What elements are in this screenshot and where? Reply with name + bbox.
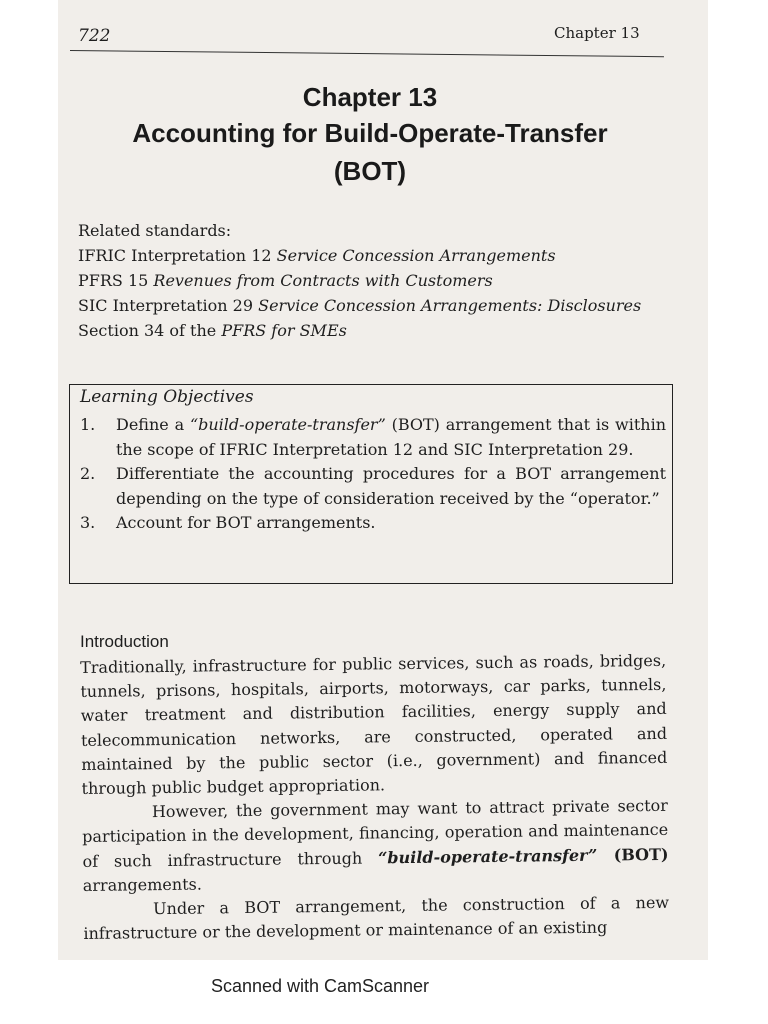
standard-item: PFRS 15 Revenues from Contracts with Customers — [78, 271, 493, 290]
objective-text: Differentiate the accounting procedures for a BOT arrangement depending on the type of consideration received by the “operator.” — [116, 464, 666, 508]
objective-item — [80, 462, 666, 511]
objective-text: Account for BOT arrangements. — [116, 513, 376, 532]
objective-item — [80, 413, 666, 462]
chapter-title-line: Accounting for Build-Operate-Transfer — [132, 118, 608, 148]
introduction-paragraph-3: Under a BOT arrangement, the construction of a new infrastructure or the development or maintenance of an existing — [83, 892, 670, 944]
introduction-heading: Introduction — [80, 632, 169, 651]
objective-number: 3. — [80, 513, 96, 532]
scanner-watermark — [0, 976, 640, 997]
objective-number: 2. — [80, 464, 96, 483]
running-header-chapter: Chapter 13 — [554, 24, 640, 42]
chapter-title-abbreviation: (BOT) — [333, 156, 407, 186]
standard-item: Section 34 of the PFRS for SMEs — [78, 321, 347, 340]
page-number: 722 — [78, 26, 111, 46]
learning-objectives-box — [69, 384, 673, 584]
objective-text: Define a “build-operate-transfer” (BOT) arrangement that is within the scope of IFRIC Interpretation 12 and SIC Interpretation 29. — [116, 415, 667, 459]
introduction-paragraph-2: However, the government may want to attract private sector participation in the development, financing, operation and maintenance of such infrastructure through “build-operate-transfer” (BOT) arrangements. — [82, 796, 669, 895]
related-standards-heading: Related standards: — [78, 221, 232, 240]
standard-item: IFRIC Interpretation 12 Service Concession Arrangements — [78, 246, 556, 265]
related-standards — [78, 218, 678, 343]
objectives-list — [80, 413, 666, 536]
introduction-paragraph-1: Traditionally, infrastructure for public services, such as roads, bridges, tunnels, prisons, hospitals, airports, motorways, car parks, tunnels, water treatment and distribution facilities, energy supply and telecommunication networks, are constructed, operated and maintained by the public sector (i.e., government) and financed through public budget appropriation. — [80, 650, 668, 799]
standard-item: SIC Interpretation 29 Service Concession Arrangements: Disclosures — [78, 296, 642, 315]
learning-objectives-heading: Learning Objectives — [80, 387, 254, 407]
scanner-watermark-text: Scanned with CamScanner — [210, 976, 430, 996]
objective-number: 1. — [80, 415, 96, 434]
objective-item — [80, 511, 666, 536]
introduction-body — [80, 649, 670, 947]
chapter-number-title: Chapter 13 — [302, 82, 438, 112]
